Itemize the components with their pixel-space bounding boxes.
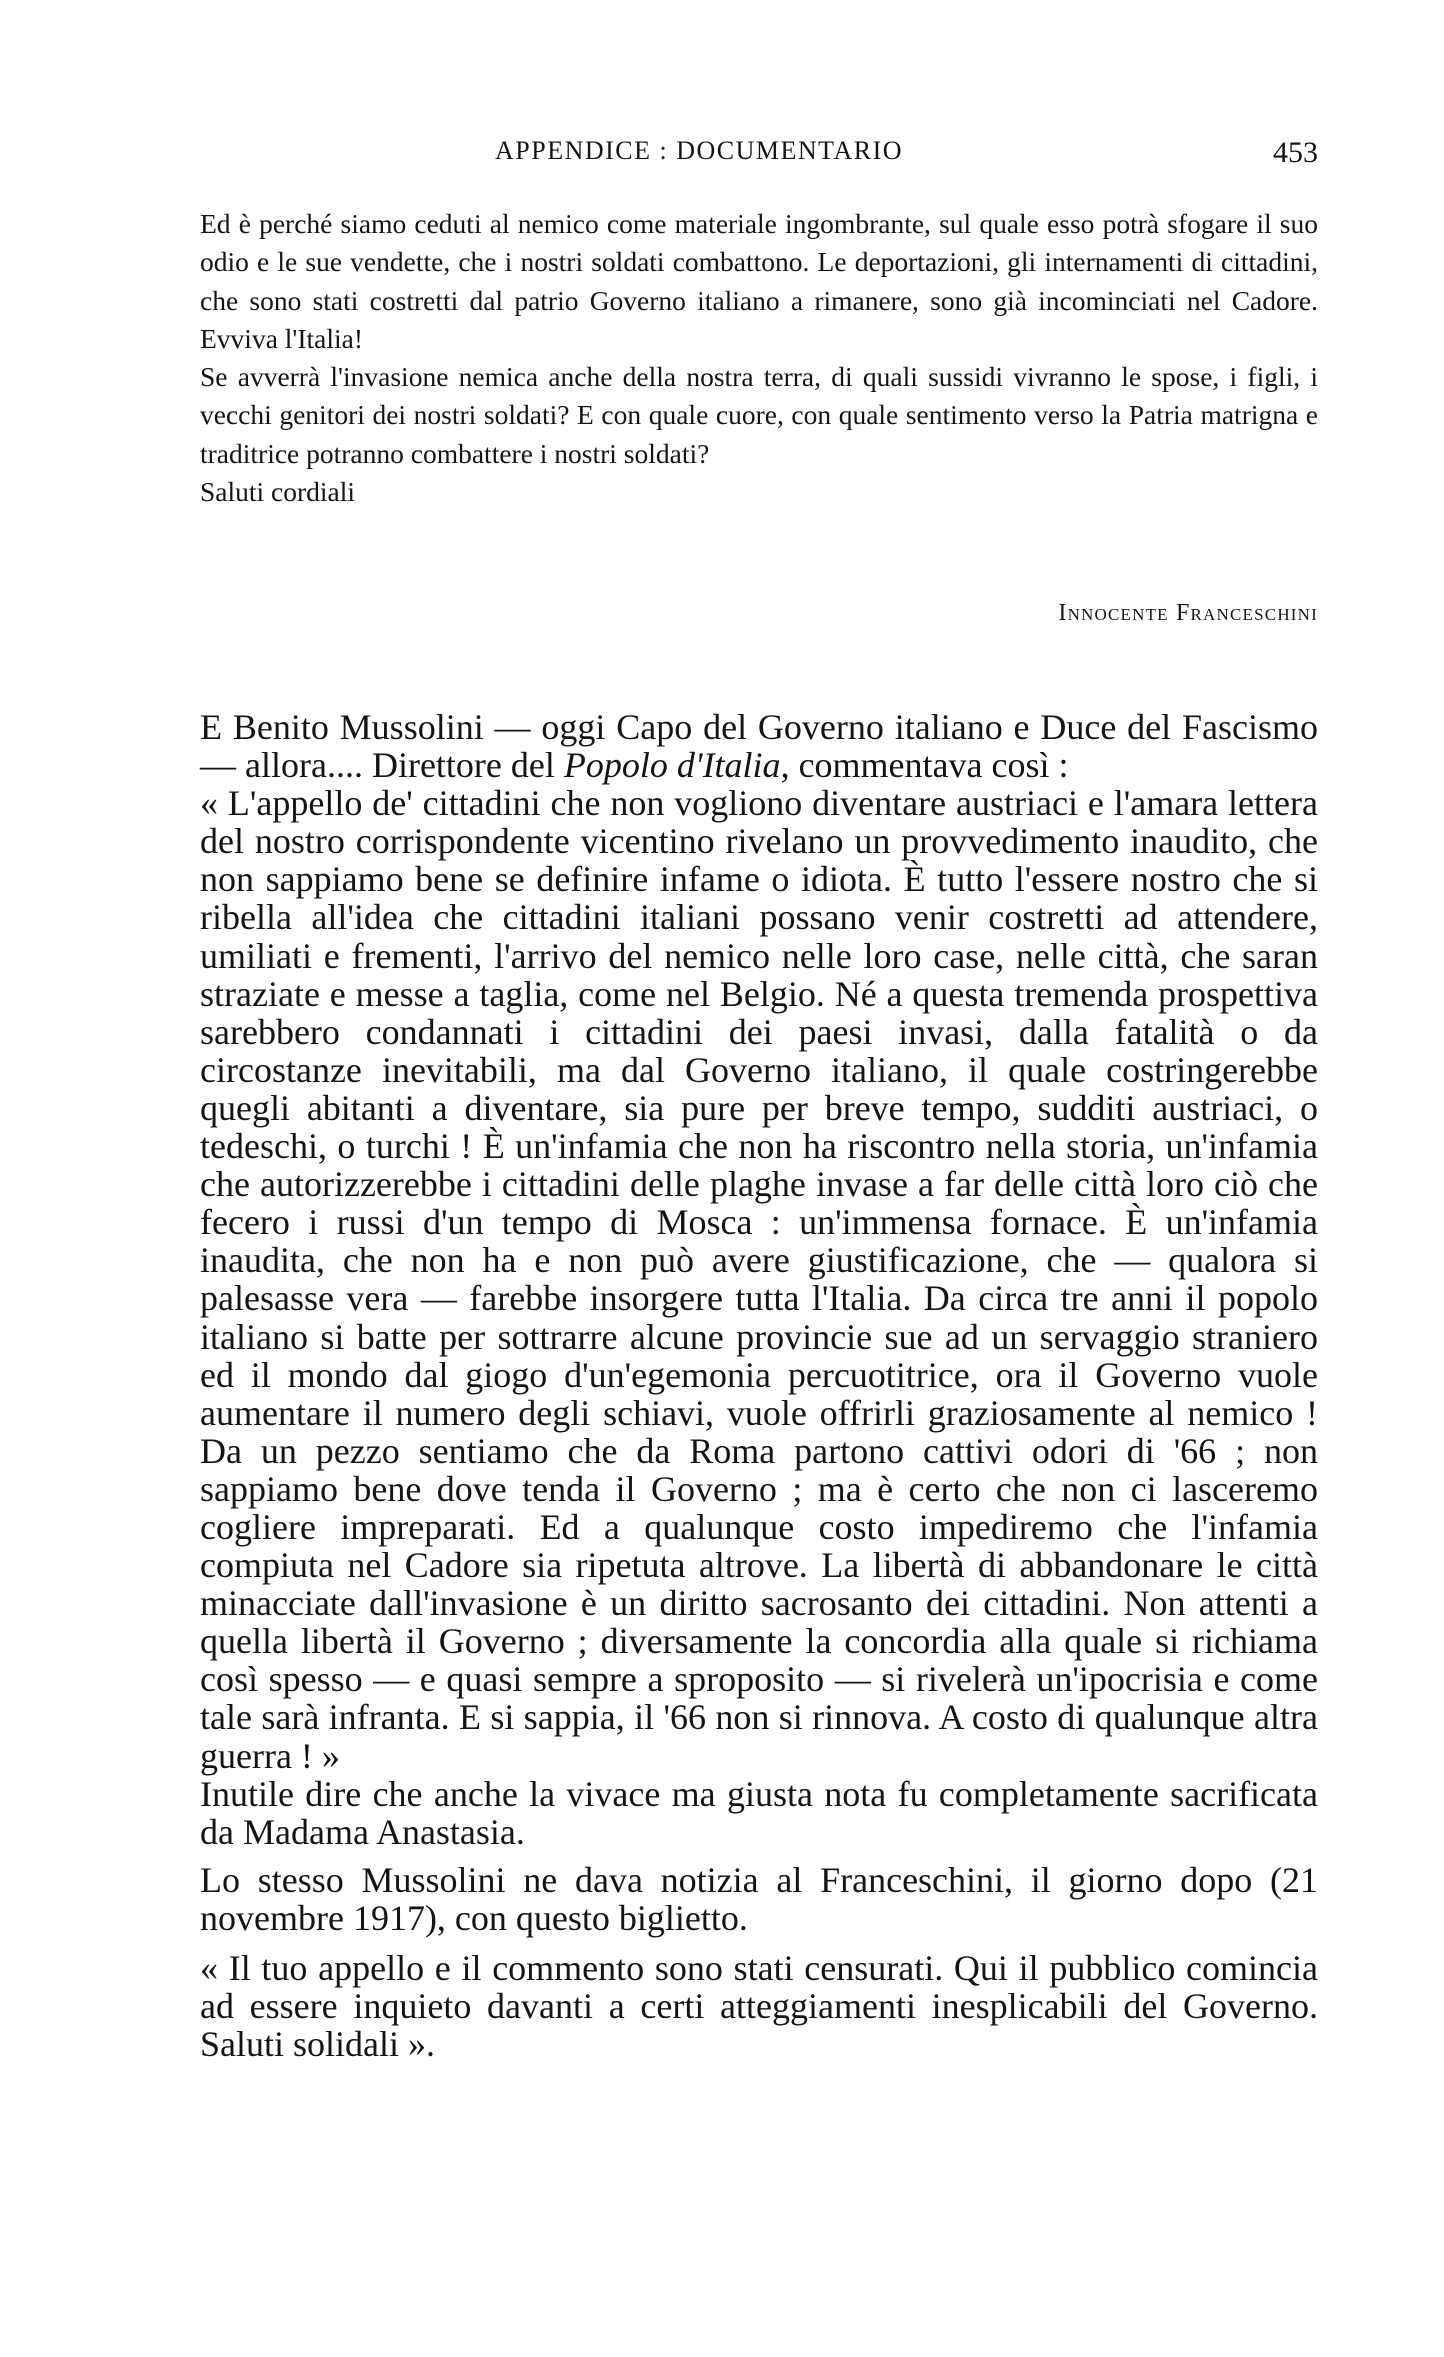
running-head-title: APPENDICE : DOCUMENTARIO [495,136,904,165]
note-intro: Lo stesso Mussolini ne dava notizia al Franceschini, il giorno dopo (21 novembre 1917), con questo biglietto. [200,1859,1318,1938]
letter-body [200,205,1318,511]
commentary-intro [200,708,1318,784]
running-head [200,136,1318,176]
letter-paragraph-2: Se avverrà l'invasione nemica anche della nostra terra, di quali sussidi vivranno le spose, i figli, i vecchi genitori dei nostri soldati? E con quale cuore, con quale sentimento verso la Patria matrigna e traditrice potranno combattere i nostri soldati? [200,361,1318,469]
mussolini-quote: « L'appello de' cittadini che non vogliono diventare austriaci e l'amara lettera del nostro corrispondente vicentino rivelano un provvedimento inaudito, che non sappiamo bene se definire infame o idiota. È tutto l'essere nostro che si ribella all'idea che cittadini italiani possano venir costretti ad attendere, umiliati e frementi, l'arrivo del nemico nelle loro case, nelle città, che saran straziate e messe a taglia, come nel Belgio. Né a questa tremenda prospettiva sarebbero condannati i cittadini dei paesi invasi, dalla fatalità o da circostanze inevitabili, ma dal Governo italiano, il quale costringerebbe quegli abitanti a diventare, sia pure per breve tempo, sudditi austriaci, o tedeschi, o turchi ! È un'infamia che non ha riscontro nella storia, un'infamia che autorizzerebbe i cittadini delle plaghe invase a far delle città loro ciò che fecero i russi d'un tempo di Mosca : un'immensa fornace. È un'infamia inaudita, che non ha e non può avere giustificazione, che — qualora si palesasse vera — farebbe insorgere tutta l'Italia. Da circa tre anni il popolo italiano si batte per sottrarre alcune provincie sue ad un servaggio straniero ed il mondo dal giogo d'un'egemonia percuotitrice, ora il Governo vuole aumentare il numero degli schiavi, vuole offrirli graziosamente al nemico ! Da un pezzo sentiamo che da Roma partono cattivi odori di '66 ; non sappiamo bene dove tenda il Governo ; ma è certo che non ci lasceremo cogliere impreparati. Ed a qualunque costo impediremo che l'infamia compiuta nel Cadore sia ripetuta altrove. La libertà di abbandonare le città minacciate dall'invasione è un diritto sacrosanto dei cittadini. Non attenti a quella libertà il Governo ; diversamente la concordia alla quale si richiama così spesso — e quasi sempre a sproposito — si rivelerà un'ipocrisia e come tale sarà infranta. E si sappia, il '66 non si rinnova. A costo di qualunque altra guerra ! » [200,783,1318,1776]
note-quote: « Il tuo appello e il commento sono stati censurati. Qui il pubblico comincia ad essere inquieto davanti a certi atteggiamenti inesplicabili del Governo. Saluti solidali ». [200,1948,1318,2065]
newspaper-title: Popolo d'Italia [563,745,781,786]
letter-paragraph-1: Ed è perché siamo ceduti al nemico come materiale ingombrante, sul quale esso potrà sfogare il suo odio e le sue vendette, che i nostri soldati combattono. Le deportazioni, gli internamenti di cittadini, che sono stati costretti dal patrio Governo italiano a rimanere, sono già incominciati nel Cadore. Evviva l'Italia! [200,208,1318,354]
letter-signature: Innocente Franceschini [1058,600,1318,626]
commentary-intro-before: E Benito Mussolini — oggi Capo del Governo italiano e Duce del Fascismo — allora.... Direttore del [200,707,1318,786]
commentary-intro-after: , commentava così : [780,745,1069,786]
page-number: 453 [1273,136,1318,169]
letter-closing: Saluti cordiali [200,476,356,508]
commentary-body [200,708,1318,2063]
censored-note: Inutile dire che anche la vivace ma giusta nota fu completamente sacrificata da Madama Anastasia. [200,1773,1318,1852]
